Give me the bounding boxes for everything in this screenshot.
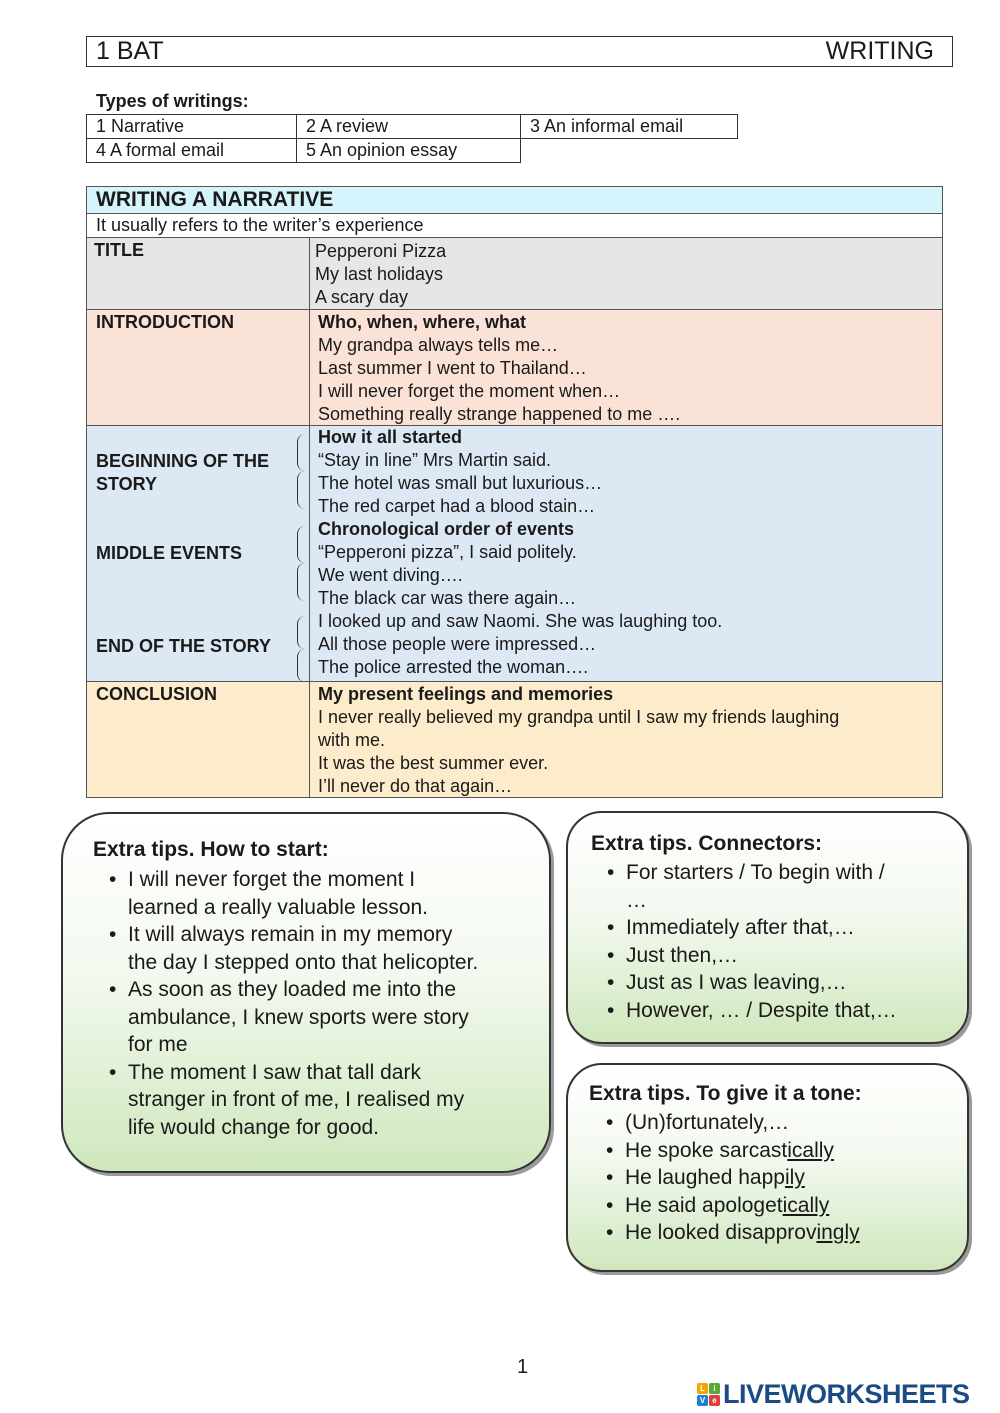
conclusion-row: [86, 681, 943, 798]
narrative-subheading-row: [86, 213, 943, 238]
tips-tone-box: [566, 1063, 969, 1272]
page-number: 1: [517, 1356, 529, 1378]
title-example: My last holidays: [315, 264, 444, 284]
tips-connectors-item: • Just then,…: [599, 942, 897, 970]
introduction-example: My grandpa always tells me…: [318, 335, 559, 355]
liveworksheets-logo[interactable]: [697, 1378, 970, 1410]
conclusion-example: I never really believed my grandpa until I saw my friends laughing: [318, 707, 840, 727]
tips-start-item: • As soon as they loaded me into the ambulance, I knew sports were story for me: [101, 976, 478, 1059]
page-header: [86, 36, 953, 67]
tips-start-title: Extra tips. How to start:: [93, 838, 329, 861]
tips-connectors-title: Extra tips. Connectors:: [591, 832, 823, 855]
tips-tone-item: • He spoke sarcastically: [598, 1137, 860, 1165]
beginning-example: The hotel was small but luxurious…: [318, 473, 603, 493]
subject-label: WRITING: [825, 37, 934, 65]
conclusion-label: CONCLUSION: [96, 684, 217, 704]
type-cell: 5 An opinion essay: [296, 138, 521, 163]
story-row: [86, 425, 943, 682]
conclusion-example: It was the best summer ever.: [318, 753, 549, 773]
narrative-heading-row: [86, 186, 943, 214]
liveworksheets-logo-text: LIVEWORKSHEETS: [723, 1378, 970, 1409]
title-row: [86, 237, 943, 310]
introduction-example: Last summer I went to Thailand…: [318, 358, 587, 378]
introduction-label: INTRODUCTION: [96, 312, 234, 332]
tips-start-item: • I will never forget the moment I learned a really valuable lesson.: [101, 866, 478, 921]
conclusion-lead: My present feelings and memories: [318, 684, 614, 704]
end-label: END OF THE STORY: [96, 636, 272, 656]
middle-lead: Chronological order of events: [318, 519, 575, 539]
title-label: TITLE: [94, 240, 144, 260]
tips-connectors-item: • However, … / Despite that,…: [599, 997, 897, 1025]
type-cell: 2 A review: [296, 114, 521, 139]
title-example: A scary day: [315, 287, 409, 307]
tips-start-item: • The moment I saw that tall dark stranger in front of me, I realised my life would change for good.: [101, 1059, 478, 1142]
type-cell: 3 An informal email: [520, 114, 738, 139]
type-cell: 1 Narrative: [86, 114, 297, 139]
title-example: Pepperoni Pizza: [315, 241, 447, 261]
narrative-subheading: It usually refers to the writer’s experience: [96, 215, 424, 235]
end-example: I looked up and saw Naomi. She was laughing too.: [318, 611, 723, 631]
narrative-heading: WRITING A NARRATIVE: [96, 188, 334, 211]
conclusion-example: with me.: [318, 730, 386, 750]
end-example: The police arrested the woman….: [318, 657, 589, 677]
end-example: All those people were impressed…: [318, 634, 597, 654]
beginning-example: The red carpet had a blood stain…: [318, 496, 596, 516]
tips-start-item: • It will always remain in my memory the day I stepped onto that helicopter.: [101, 921, 478, 976]
beginning-example: “Stay in line” Mrs Martin said.: [318, 450, 552, 470]
middle-label: MIDDLE EVENTS: [96, 543, 243, 563]
tips-tone-item: • (Un)fortunately,…: [598, 1109, 860, 1137]
middle-example: The black car was there again…: [318, 588, 577, 608]
tips-tone-title: Extra tips. To give it a tone:: [589, 1082, 862, 1105]
introduction-lead: Who, when, where, what: [318, 312, 527, 332]
tips-start-box: [61, 812, 551, 1173]
tips-tone-item: • He looked disapprovingly: [598, 1219, 860, 1247]
course-label: 1 BAT: [96, 37, 164, 65]
beginning-lead: How it all started: [318, 427, 463, 447]
tips-connectors-item: • Immediately after that,…: [599, 914, 897, 942]
beginning-label: BEGINNING OF THE STORY: [96, 451, 270, 494]
introduction-example: Something really strange happened to me ….: [318, 404, 681, 424]
introduction-example: I will never forget the moment when…: [318, 381, 621, 401]
tips-connectors-item: • For starters / To begin with / …: [599, 859, 897, 914]
liveworksheets-logo-icon: L i V e: [697, 1383, 720, 1406]
tips-connectors-box: [566, 811, 969, 1044]
tips-tone-item: • He laughed happily: [598, 1164, 860, 1192]
conclusion-example: I’ll never do that again…: [318, 776, 513, 796]
types-title: Types of writings:: [96, 91, 249, 111]
tips-tone-item: • He said apologetically: [598, 1192, 860, 1220]
narrative-table: [86, 186, 943, 798]
middle-example: We went diving….: [318, 565, 463, 585]
tips-connectors-item: • Just as I was leaving,…: [599, 969, 897, 997]
middle-example: “Pepperoni pizza”, I said politely.: [318, 542, 577, 562]
introduction-row: [86, 309, 943, 426]
type-cell: 4 A formal email: [86, 138, 297, 163]
